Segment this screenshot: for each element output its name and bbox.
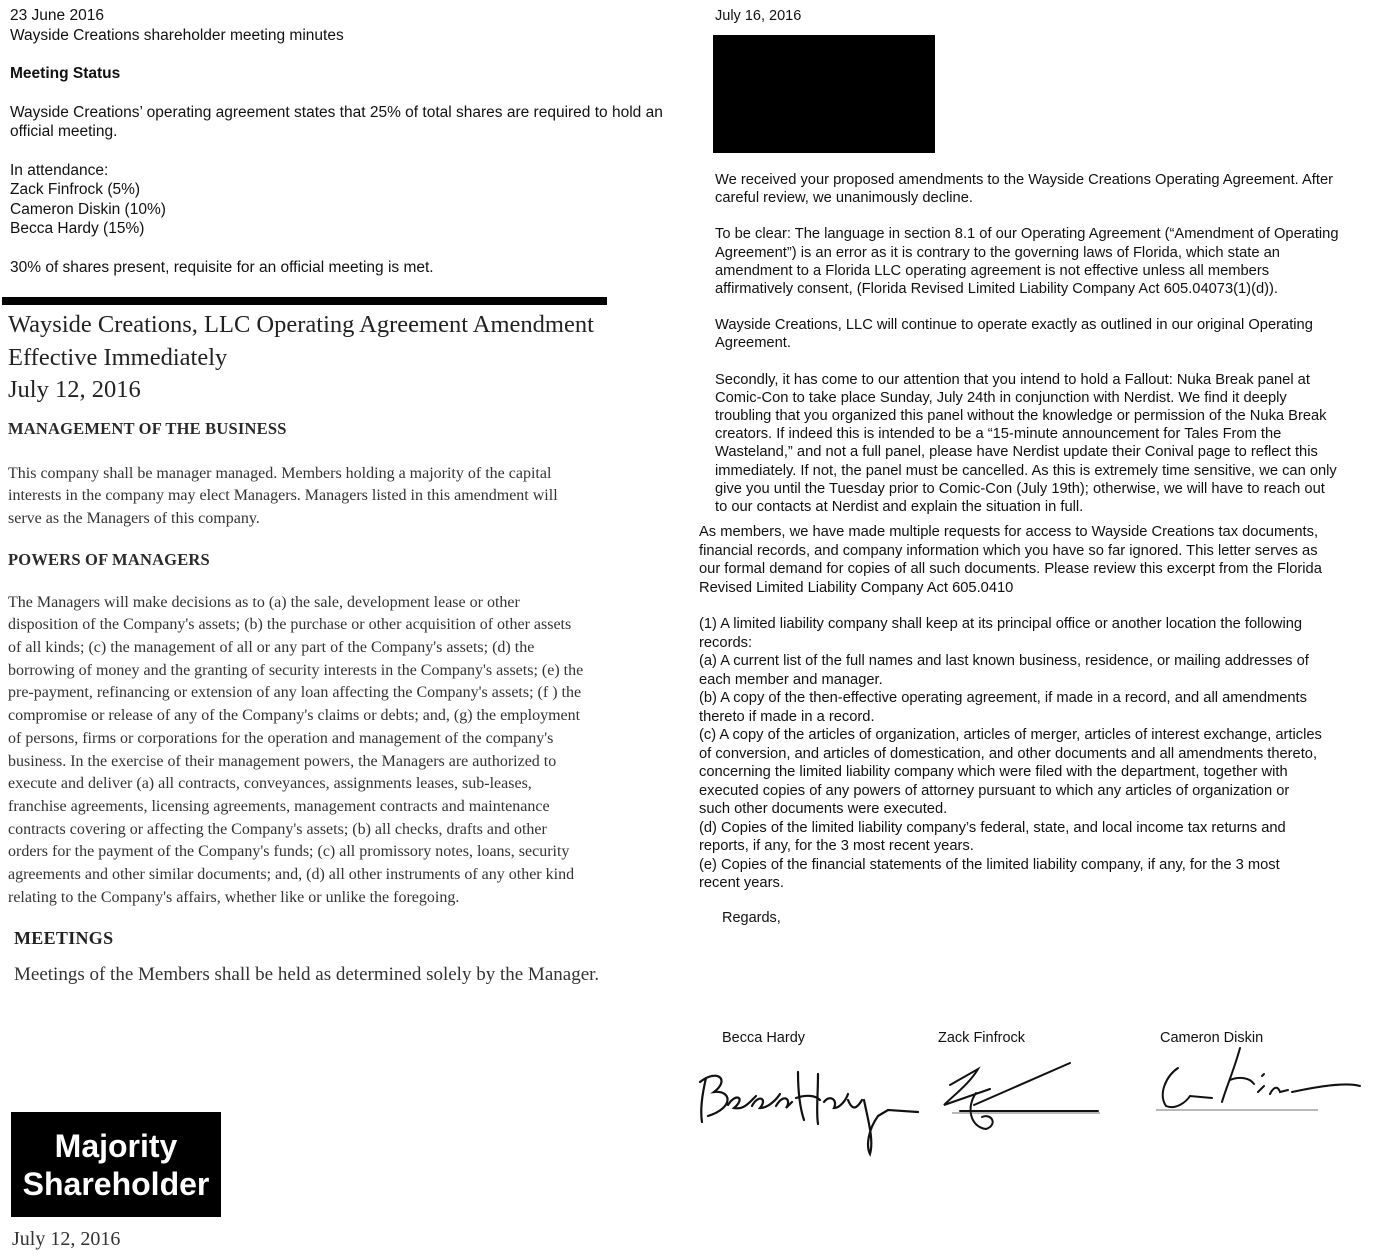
statute-line: (d) Copies of the limited liability company’s federal, state, and local income tax returns and: [699, 819, 1286, 836]
signature-finfrock: [930, 1055, 1110, 1140]
statute-line: of conversion, and articles of domestication, and other documents and all amendments thereto,: [699, 745, 1318, 762]
badge-line: Shareholder: [22, 1165, 210, 1202]
letter-closing: Regards,: [722, 910, 781, 926]
paragraph-line: contracts covering or affecting the Company's assets; (b) all checks, drafts and other: [8, 820, 547, 838]
status-line: Wayside Creations’ operating agreement states that 25% of total shares are required to hold an: [10, 103, 663, 121]
letter-paragraph: [715, 316, 1375, 352]
letter-line: to our contacts at Nerdist and explain the situation in full.: [715, 499, 1084, 516]
minutes-title: Wayside Creations shareholder meeting minutes: [10, 26, 344, 44]
letter-line: financial records, and company information which you have so far ignored. This letter serves as: [699, 542, 1318, 559]
amendment-date: July 12, 2016: [8, 376, 141, 403]
paragraph-line: interests in the company may elect Managers. Managers listed in this amendment will: [8, 487, 558, 505]
badge-line: Majority: [54, 1127, 178, 1164]
paragraph-line: This company shall be manager managed. Members holding a majority of the capital: [8, 464, 552, 482]
letter-line: Agreement”) is an error as it is contrary to the governing laws of Florida, which state an: [715, 244, 1280, 261]
meetings-text: Meetings of the Members shall be held as determined solely by the Manager.: [14, 964, 600, 985]
statute-line: (e) Copies of the financial statements of the limited liability company, if any, for the 3 most: [699, 856, 1280, 873]
paragraph-line: borrowing of money and the granting of security interests in the Company's assets; (e) the: [8, 661, 584, 679]
signatory-name: Cameron Diskin: [1160, 1030, 1264, 1046]
letter-line: Wayside Creations, LLC will continue to operate exactly as outlined in our original Operating: [715, 317, 1313, 334]
statute-line: recent years.: [699, 875, 784, 891]
paragraph-line: execute and deliver (a) all contracts, conveyances, assignments leases, sub-leases,: [8, 775, 532, 793]
letter-demand: [699, 523, 1369, 893]
management-heading: MANAGEMENT OF THE BUSINESS: [8, 418, 287, 438]
statute-line: (b) A copy of the then-effective operating agreement, if made in a record, and all amendments: [699, 690, 1307, 706]
letter-body: [715, 171, 1375, 516]
letter-paragraph: [699, 523, 1369, 597]
minutes-date: 23 June 2016: [10, 7, 104, 24]
letter-date: July 16, 2016: [715, 8, 802, 24]
meeting-status-heading: Meeting Status: [10, 65, 121, 82]
statute-line: concerning the limited liability company which were filed with the department, together with: [699, 764, 1288, 780]
statute-line: (1) A limited liability company shall keep at its principal office or another location the following: [699, 616, 1303, 632]
paragraph-line: relating to the Company's affairs, whether like or unlike the foregoing.: [8, 888, 460, 906]
meetings-heading: MEETINGS: [14, 928, 114, 948]
letter-line: As members, we have made multiple requests for access to Wayside Creations tax documents,: [699, 524, 1319, 540]
letter-line: give you until the Tuesday prior to Comic-Con (July 19th); otherwise, we will have to reach out: [715, 480, 1325, 497]
paragraph-line: compromise or release of any of the Company's claims or debts; and, (g) the employment: [8, 707, 581, 725]
section-divider: [2, 297, 607, 305]
letter-paragraph: [715, 171, 1375, 207]
statute-line: thereto if made in a record.: [699, 708, 875, 725]
paragraph-line: The Managers will make decisions as to (a) the sale, development lease or other: [8, 593, 520, 611]
letter-line: careful review, we unanimously decline.: [715, 190, 973, 207]
letter-line: our formal demand for copies of all such documents. Please review this excerpt from the Florida: [699, 561, 1322, 577]
letter-line: immediately. If not, the panel must be cancelled. As this is extremely time sensitive, we can only: [715, 462, 1337, 479]
powers-heading: POWERS OF MANAGERS: [8, 549, 210, 569]
statute-line: records:: [699, 634, 753, 651]
signatory-name: Becca Hardy: [722, 1030, 806, 1046]
attendee: Cameron Diskin (10%): [10, 200, 166, 218]
letter-line: affirmatively consent, (Florida Revised Limited Liability Company Act 605.04073(1)(d)).: [715, 281, 1279, 298]
paragraph-line: agreements and other similar documents; and, (d) all other instruments of any other kind: [8, 866, 575, 884]
letter-line: amendment to a Florida LLC operating agreement is not effective unless all members: [715, 262, 1270, 279]
quorum-conclusion: 30% of shares present, requisite for an official meeting is met.: [10, 258, 434, 276]
amendment-title: Wayside Creations, LLC Operating Agreement Amendment: [8, 311, 594, 338]
letter-line: Agreement.: [715, 335, 791, 352]
letter-line: Comic-Con to take place Sunday, July 24th in conjunction with Nerdist. We find it deeply: [715, 389, 1287, 406]
paragraph-line: business. In the exercise of their management powers, the Managers are authorized to: [8, 752, 557, 770]
letter-paragraph: [715, 371, 1375, 517]
meeting-minutes: [10, 6, 710, 277]
management-paragraph: [8, 463, 673, 531]
majority-shareholder-badge: [11, 1112, 221, 1217]
paragraph-line: orders for the payment of the Company's funds; (c) all promissory notes, loans, security: [8, 843, 570, 861]
status-line: official meeting.: [10, 123, 118, 140]
statute-line: reports, if any, for the 3 most recent years.: [699, 838, 974, 854]
letter-paragraph: [715, 225, 1375, 298]
powers-paragraph: [8, 592, 673, 910]
paragraph-line: franchise agreements, licensing agreements, management contracts and maintenance: [8, 797, 550, 815]
statute-line: such other documents were executed.: [699, 801, 948, 817]
statute-line: each member and manager.: [699, 671, 883, 688]
statute-line: executed copies of any powers of attorney pursuant to which any articles of organization or: [699, 782, 1290, 799]
paragraph-line: pre-payment, refinancing or extension of any loan affecting the Company's assets; (f ) the: [8, 684, 582, 702]
paragraph-line: disposition of the Company's assets; (b) the purchase or other acquisition of other assets: [8, 616, 572, 634]
attendee: Zack Finfrock (5%): [10, 181, 141, 198]
statute-excerpt: [699, 615, 1369, 893]
letter-line: We received your proposed amendments to the Wayside Creations Operating Agreement. After: [715, 172, 1334, 188]
statute-line: (a) A current list of the full names and last known business, residence, or mailing addresses of: [699, 653, 1309, 669]
statute-line: (c) A copy of the articles of organization, articles of merger, articles of interest exchange, articles: [699, 727, 1322, 743]
letter-line: creators. If indeed this is intended to be a “15-minute announcement for Tales From the: [715, 426, 1282, 443]
signatory-name: Zack Finfrock: [938, 1030, 1026, 1046]
amendment-title: Effective Immediately: [8, 343, 228, 371]
letter-line: Secondly, it has come to our attention that you intend to hold a Fallout: Nuka Break panel at: [715, 371, 1310, 388]
paragraph-line: of persons, firms or corporations for the operation and management of the company's: [8, 729, 554, 747]
letter-line: To be clear: The language in section 8.1 of our Operating Agreement (“Amendment of Operating: [715, 226, 1339, 243]
letter-line: troubling that you organized this panel without the knowledge or permission of the Nuka Break: [715, 408, 1327, 425]
signature-hardy: [688, 1050, 928, 1160]
paragraph-line: serve as the Managers of this company.: [8, 509, 260, 527]
letter-line: Revised Limited Liability Company Act 605.0410: [699, 579, 1014, 596]
redaction-block: [713, 35, 935, 153]
operating-agreement-amendment: [8, 309, 673, 909]
badge-date: July 12, 2016: [12, 1228, 121, 1250]
signature-diskin: [1150, 1040, 1365, 1120]
attendee: Becca Hardy (15%): [10, 220, 145, 237]
attendance-heading: In attendance:: [10, 161, 109, 179]
paragraph-line: of all kinds; (c) the management of all or any part of the Company's assets; (d) the: [8, 639, 535, 657]
letter-line: Wasteland,” and not a full panel, please have Nerdist update their Conival page to reflect this: [715, 444, 1318, 461]
